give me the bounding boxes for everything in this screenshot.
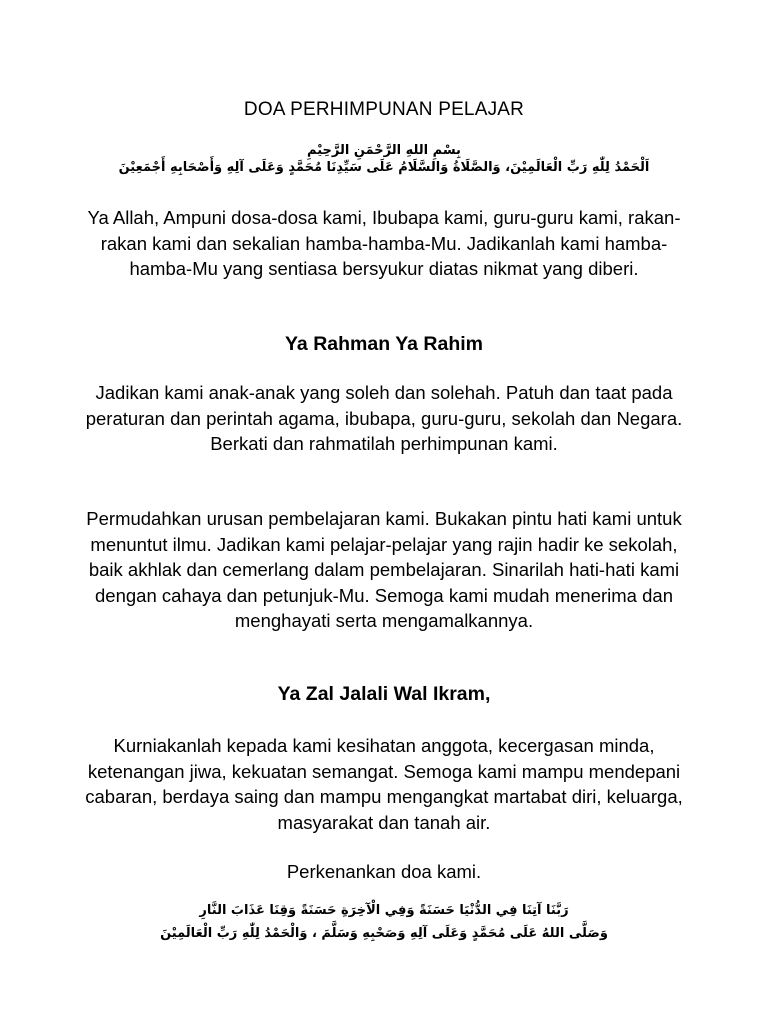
document-title: DOA PERHIMPUNAN PELAJAR [243, 99, 525, 120]
heading-ya-zal-jalali: Ya Zal Jalali Wal Ikram, [277, 683, 491, 705]
paragraph-wellbeing: Kurniakanlah kepada kami kesihatan anggota, kecergasan minda, ketenangan jiwa, kekuatan semangat. Semoga kami mampu mendepani cabaran, berdaya saing dan mampu mengangkat martabat diri, keluarga, masyarakat dan tanah air. [85, 735, 683, 833]
closing-prayer-line-2: وَصَلَّى اللهُ عَلَى مُحَمَّدٍ وَعَلَى آلِهِ وَصَحْبِهِ وَسَلَّمَ ، وَالْحَمْدُ لِلّٰهِ رَبِّ الْعَالَمِيْنَ [160, 926, 608, 941]
paragraph-forgiveness: Ya Allah, Ampuni dosa-dosa kami, Ibubapa kami, guru-guru kami, rakan-rakan kami dan sekalian hamba-hamba-Mu. Jadikanlah kami hamba-hamba-Mu yang sentiasa bersyukur diatas nikmat yang diberi. [87, 207, 681, 279]
opening-praise-line: اَلْحَمْدُ لِلّٰهِ رَبِّ الْعَالَمِيْنَ، وَالصَّلَاةُ وَالسَّلَامُ عَلَى سَيِّدِنَا مُحَمَّدٍ وَعَلَى آلِهِ وَأَصْحَابِهِ أَجْمَعِيْنَ [118, 160, 650, 175]
heading-ya-rahman: Ya Rahman Ya Rahim [285, 333, 483, 355]
paragraph-obedience: Jadikan kami anak-anak yang soleh dan solehah. Patuh dan taat pada peraturan dan perintah agama, ibubapa, guru-guru, sekolah dan Negara. Berkati dan rahmatilah perhimpunan kami. [85, 382, 683, 454]
closing-prayer-line-1: رَبَّنَا آتِنَا فِي الدُّنْيَا حَسَنَةً وَفِي الْآخِرَةِ حَسَنَةً وَقِنَا عَذَابَ النَّارِ [199, 903, 569, 918]
paragraph-learning: Permudahkan urusan pembelajaran kami. Bukakan pintu hati kami untuk menuntut ilmu. Jadikan kami pelajar-pelajar yang rajin hadir ke sekolah, baik akhlak dan cemerlang dalam pembelajaran. Sinarilah hati-hati kami dengan cahaya dan petunjuk-Mu. Semoga kami mudah menerima dan menghayati serta mengamalkannya. [86, 508, 682, 631]
bismillah-line: بِسْمِ اللهِ الرَّحْمَنِ الرَّحِيْمِ [307, 143, 461, 158]
paragraph-closing-request: Perkenankan doa kami. [286, 861, 482, 882]
